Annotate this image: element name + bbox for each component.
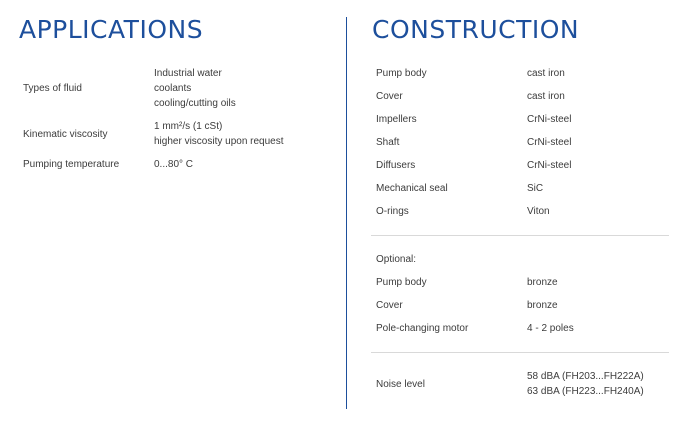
section-separator	[371, 352, 669, 353]
construction-row-label: Mechanical seal	[376, 183, 448, 194]
applications-title: APPLICATIONS	[19, 15, 204, 44]
construction-row-label: Diffusers	[376, 160, 416, 171]
construction-row-label: Shaft	[376, 137, 400, 148]
construction-row-value: Viton	[527, 206, 550, 217]
noise-level-value-2: 63 dBA (FH223...FH240A)	[527, 386, 644, 397]
viscosity-value-2: higher viscosity upon request	[154, 136, 284, 147]
optional-row-label: Pump body	[376, 277, 427, 288]
pumping-temperature-value: 0...80° C	[154, 159, 194, 170]
section-separator	[371, 235, 669, 236]
column-divider	[346, 17, 347, 409]
construction-row-value: CrNi-steel	[527, 160, 572, 171]
noise-level-label: Noise level	[376, 379, 425, 390]
fluid-types-label: Types of fluid	[23, 83, 82, 94]
construction-row-value: cast iron	[527, 68, 565, 79]
construction-row-value: SiC	[527, 183, 544, 194]
construction-row-value: CrNi-steel	[527, 137, 572, 148]
construction-row-label: O-rings	[376, 206, 409, 217]
noise-level-value-1: 58 dBA (FH203...FH222A)	[527, 371, 644, 382]
optional-row-label: Pole-changing motor	[376, 323, 469, 334]
construction-row-label: Impellers	[376, 114, 417, 125]
viscosity-label: Kinematic viscosity	[23, 129, 108, 140]
optional-row-value: 4 - 2 poles	[527, 323, 574, 334]
construction-title: CONSTRUCTION	[372, 15, 580, 44]
fluid-types-value-3: cooling/cutting oils	[154, 98, 236, 109]
optional-row-label: Cover	[376, 300, 403, 311]
optional-row-value: bronze	[527, 300, 558, 311]
optional-heading: Optional:	[376, 254, 417, 265]
fluid-types-value-1: Industrial water	[154, 68, 222, 79]
fluid-types-value-2: coolants	[154, 83, 192, 94]
construction-row-value: CrNi-steel	[527, 114, 572, 125]
pumping-temperature-label: Pumping temperature	[23, 159, 120, 170]
construction-row-label: Pump body	[376, 68, 427, 79]
viscosity-value-1: 1 mm²/s (1 cSt)	[154, 121, 223, 132]
construction-row-value: cast iron	[527, 91, 565, 102]
construction-row-label: Cover	[376, 91, 403, 102]
optional-row-value: bronze	[527, 277, 558, 288]
